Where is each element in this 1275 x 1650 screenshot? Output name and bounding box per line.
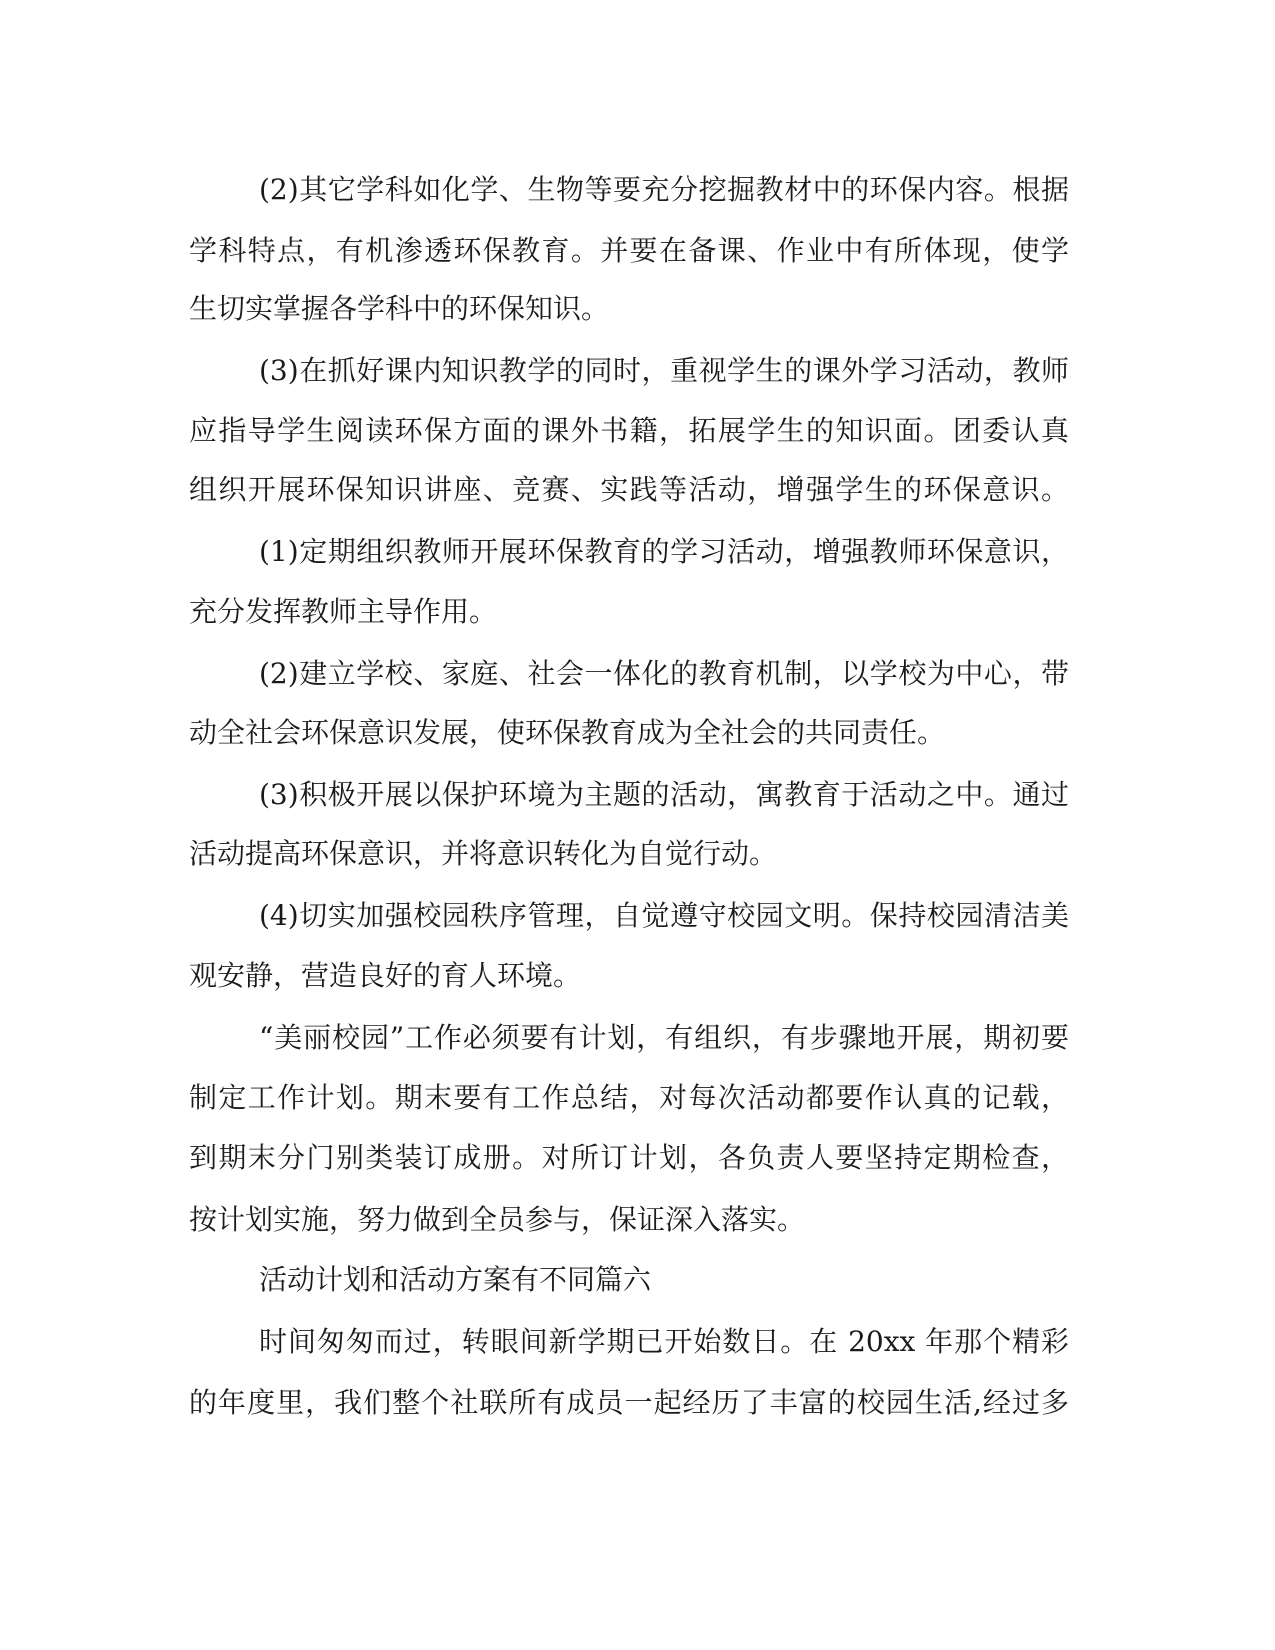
paragraph-line — [0, 582, 1275, 642]
line-text: 活动提高环保意识，并将意识转化为自觉行动。 — [189, 837, 778, 870]
line-text: 充分发挥教师主导作用。 — [189, 595, 498, 628]
line-text: (1)定期组织教师开展环保教育的学习活动，增强教师环保意识， — [259, 535, 1069, 568]
line-text: 应指导学生阅读环保方面的课外书籍，拓展学生的知识面。团委认真 — [189, 414, 1069, 447]
line-text: (2)其它学科如化学、生物等要充分挖掘教材中的环保内容。根据 — [259, 173, 1069, 206]
paragraph-line — [0, 824, 1275, 884]
paragraph-line — [0, 1373, 1275, 1433]
line-text: 学科特点，有机渗透环保教育。并要在备课、作业中有所体现，使学 — [189, 234, 1069, 267]
line-text: 生切实掌握各学科中的环保知识。 — [189, 292, 610, 325]
paragraph-line — [0, 522, 1275, 582]
section-heading — [0, 1250, 1275, 1310]
paragraph-line — [0, 460, 1275, 520]
line-text: (4)切实加强校园秩序管理，自觉遵守校园文明。保持校园清洁美 — [259, 899, 1069, 932]
line-text: (2)建立学校、家庭、社会一体化的教育机制，以学校为中心，带 — [259, 657, 1069, 690]
paragraph-line — [0, 703, 1275, 763]
line-text: 组织开展环保知识讲座、竞赛、实践等活动，增强学生的环保意识。 — [189, 473, 1069, 506]
line-text: (3)在抓好课内知识教学的同时，重视学生的课外学习活动，教师 — [259, 354, 1069, 387]
line-text: 制定工作计划。期末要有工作总结，对每次活动都要作认真的记载， — [189, 1081, 1069, 1114]
paragraph-line — [0, 221, 1275, 281]
paragraph-line — [0, 1008, 1275, 1068]
paragraph-line — [0, 886, 1275, 946]
paragraph-line — [0, 160, 1275, 220]
paragraph-line — [0, 1068, 1275, 1128]
paragraph-line — [0, 1128, 1275, 1188]
paragraph-line — [0, 341, 1275, 401]
paragraph-line — [0, 946, 1275, 1006]
paragraph-line — [0, 765, 1275, 825]
line-text: 时间匆匆而过，转眼间新学期已开始数日。在 20xx 年那个精彩 — [259, 1325, 1069, 1358]
line-text: 按计划实施，努力做到全员参与，保证深入落实。 — [189, 1203, 806, 1236]
paragraph-line — [0, 1190, 1275, 1250]
paragraph-line — [0, 1312, 1275, 1372]
line-text: “美丽校园”工作必须要有计划，有组织，有步骤地开展，期初要 — [259, 1021, 1069, 1054]
line-text: (3)积极开展以保护环境为主题的活动，寓教育于活动之中。通过 — [259, 778, 1069, 811]
line-text: 动全社会环保意识发展，使环保教育成为全社会的共同责任。 — [189, 716, 946, 749]
line-text: 观安静，营造良好的育人环境。 — [189, 959, 582, 992]
line-text: 到期末分门别类装订成册。对所订计划，各负责人要坚持定期检查， — [189, 1141, 1069, 1174]
line-text: 的年度里，我们整个社联所有成员一起经历了丰富的校园生活,经过多 — [189, 1386, 1069, 1419]
paragraph-line — [0, 401, 1275, 461]
paragraph-line — [0, 279, 1275, 339]
paragraph-line — [0, 644, 1275, 704]
heading-text: 活动计划和活动方案有不同篇六 — [259, 1263, 652, 1296]
